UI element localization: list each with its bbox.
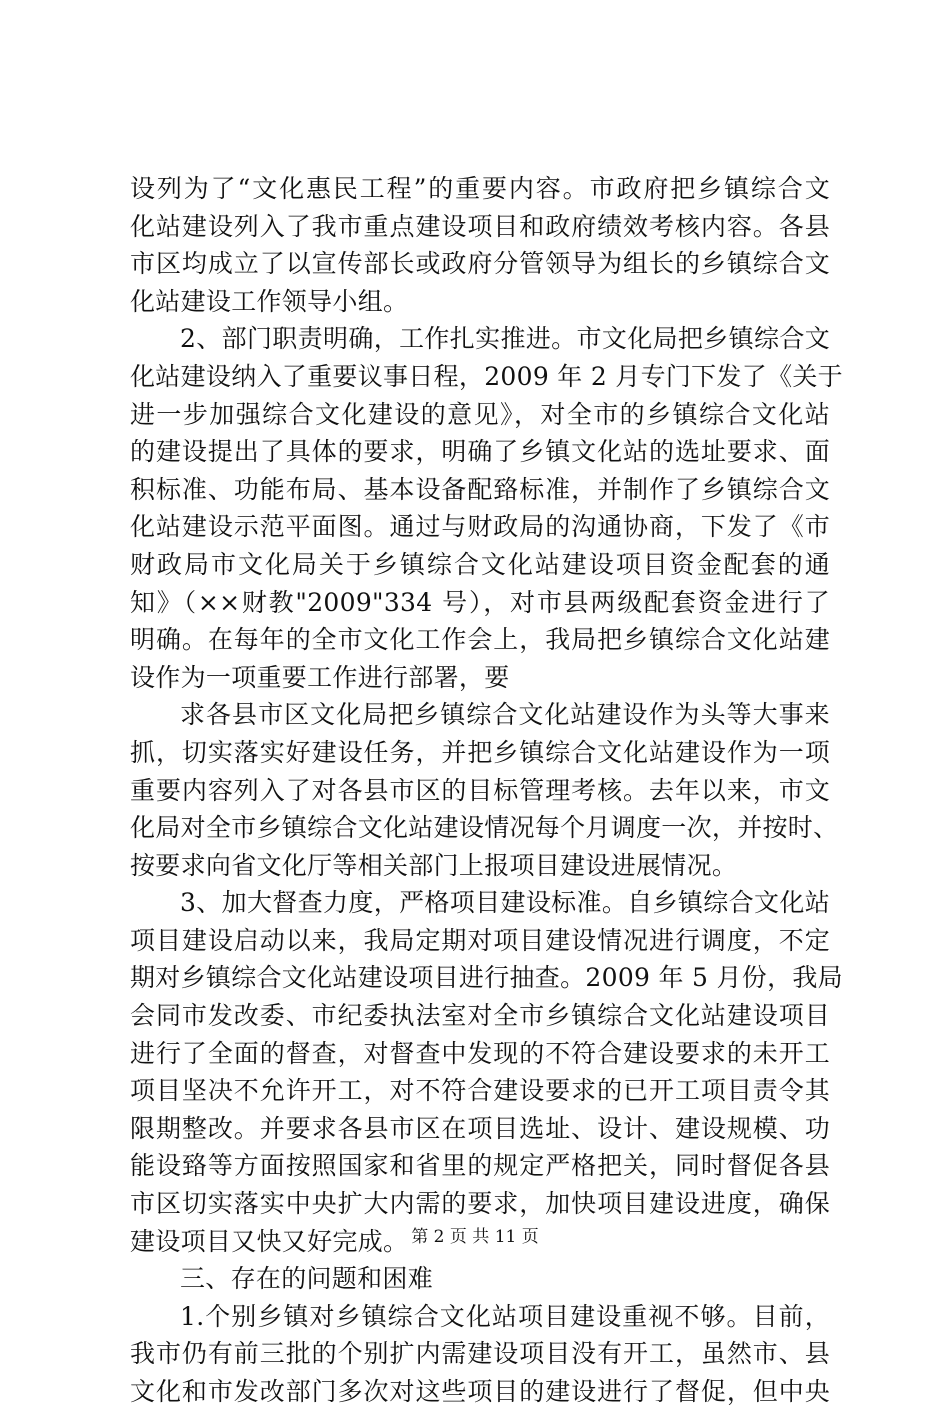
- text-line: 期对乡镇综合文化站建设项目进行抽查。2009 年 5 月份，我局: [130, 963, 843, 993]
- text-line: 抓，切实落实好建设任务，并把乡镇综合文化站建设作为一项: [130, 737, 830, 767]
- text-line: 能设臵等方面按照国家和省里的规定严格把关，同时督促各县: [130, 1151, 830, 1181]
- text-line: 求各县市区文化局把乡镇综合文化站建设作为头等大事来: [180, 700, 830, 730]
- text-line: 按要求向省文化厅等相关部门上报项目建设进展情况。: [130, 850, 738, 880]
- text-line: 设作为一项重要工作进行部署，要: [130, 662, 510, 692]
- text-line: 积标准、功能布局、基本设备配臵标准，并制作了乡镇综合文: [130, 474, 830, 504]
- text-line: 1.个别乡镇对乡镇综合文化站项目建设重视不够。目前，: [180, 1301, 830, 1331]
- text-line: 项目坚决不允许开工，对不符合建设要求的已开工项目责令其: [130, 1076, 830, 1106]
- document-body: [130, 170, 843, 1411]
- text-line: 三、存在的问题和困难: [180, 1264, 434, 1294]
- text-line: 重要内容列入了对各县市区的目标管理考核。去年以来，市文: [130, 775, 830, 805]
- text-line: 化站建设工作领导小组。: [130, 286, 409, 316]
- text-line: 3、加大督查力度，严格项目建设标准。自乡镇综合文化站: [180, 888, 830, 918]
- text-line: 我市仍有前三批的个别扩内需建设项目没有开工，虽然市、县: [130, 1339, 830, 1369]
- text-line: 财政局市文化局关于乡镇综合文化站建设项目资金配套的通: [130, 549, 830, 579]
- text-line: 化局对全市乡镇综合文化站建设情况每个月调度一次，并按时、: [130, 813, 839, 843]
- text-line: 化站建设列入了我市重点建设项目和政府绩效考核内容。各县: [130, 211, 830, 241]
- text-line: 会同市发改委、市纪委执法室对全市乡镇综合文化站建设项目: [130, 1001, 830, 1031]
- text-line: 文化和市发改部门多次对这些项目的建设进行了督促，但中央: [130, 1377, 830, 1406]
- text-line: 市区均成立了以宣传部长或政府分管领导为组长的乡镇综合文: [130, 249, 830, 279]
- text-line: 化站建设示范平面图。通过与财政局的沟通协商，下发了《市: [130, 512, 830, 542]
- text-line: 明确。在每年的全市文化工作会上，我局把乡镇综合文化站建: [130, 625, 830, 655]
- text-line: 进行了全面的督查，对督查中发现的不符合建设要求的未开工: [130, 1038, 830, 1068]
- text-line: 项目建设启动以来，我局定期对项目建设情况进行调度，不定: [130, 925, 830, 955]
- text-line: 限期整改。并要求各县市区在项目选址、设计、建设规模、功: [130, 1113, 830, 1143]
- text-line: 设列为了“文化惠民工程”的重要内容。市政府把乡镇综合文: [130, 174, 830, 203]
- text-line: 的建设提出了具体的要求，明确了乡镇文化站的选址要求、面: [130, 437, 830, 467]
- text-line: 市区切实落实中央扩大内需的要求，加快项目建设进度，确保: [130, 1189, 830, 1219]
- text-line: 知》（××财教"2009"334 号），对市县两级配套资金进行了: [130, 587, 830, 617]
- text-line: 建设项目又快又好完成。: [130, 1226, 409, 1256]
- text-line: 化站建设纳入了重要议事日程，2009 年 2 月专门下发了《关于: [130, 361, 843, 391]
- text-line: 进一步加强综合文化建设的意见》，对全市的乡镇综合文化站: [130, 399, 830, 429]
- text-line: 2、部门职责明确，工作扎实推进。市文化局把乡镇综合文: [180, 324, 830, 354]
- page-footer: 第 2 页 共 11 页: [411, 1227, 539, 1247]
